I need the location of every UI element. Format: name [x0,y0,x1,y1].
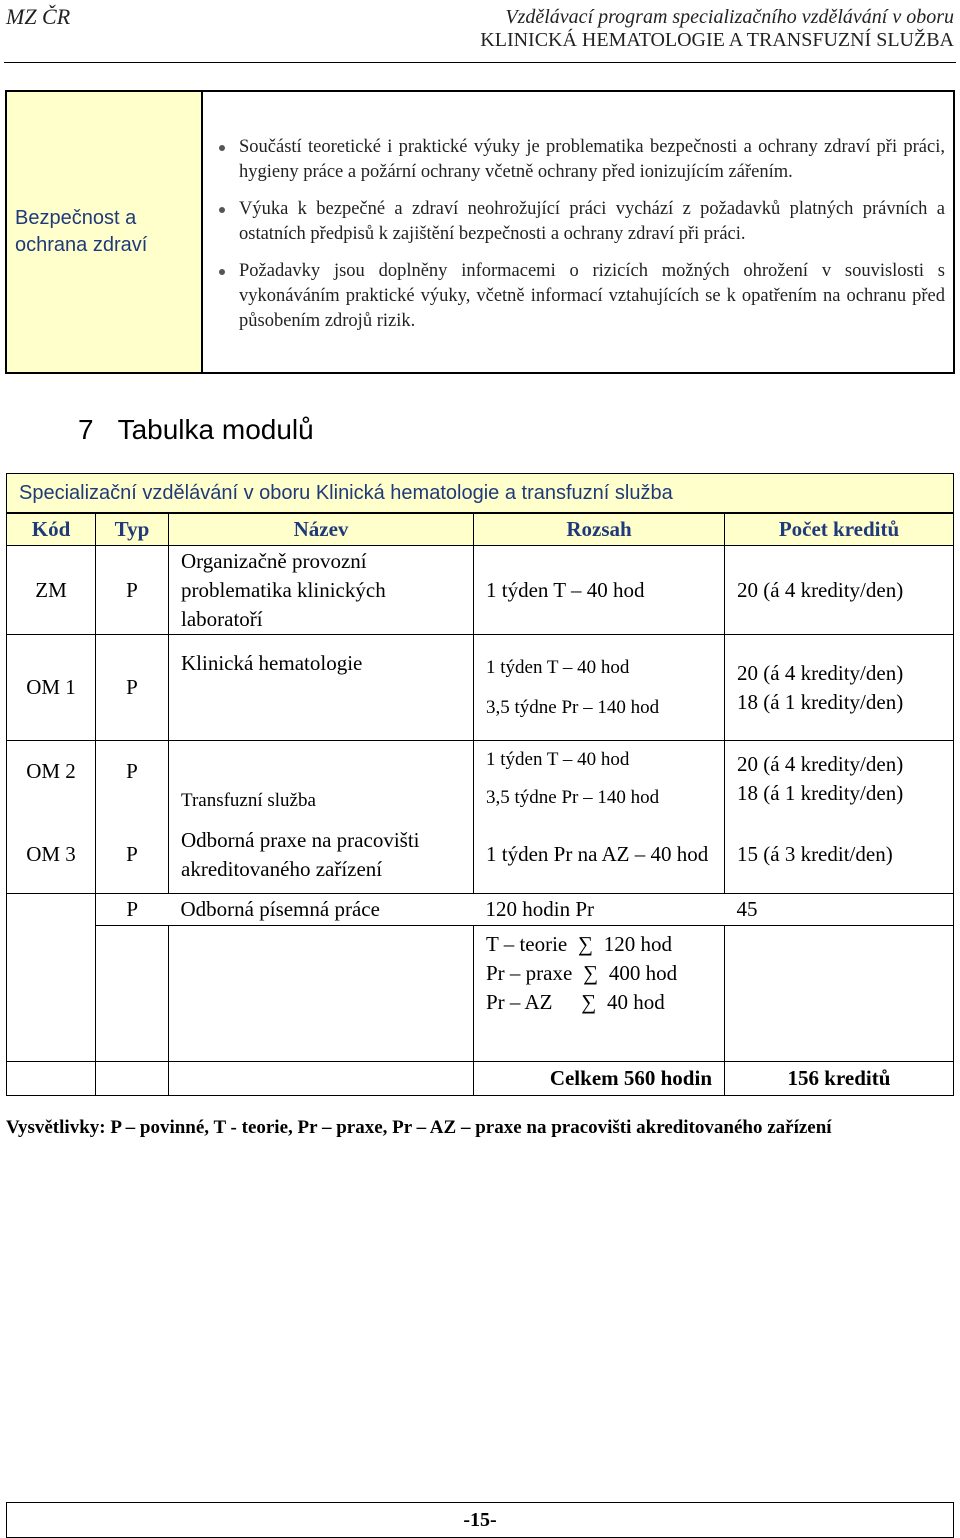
bullet-icon [219,207,225,213]
rozsah-line: 1 týden T – 40 hod [486,656,630,678]
legend-text: Vysvětlivky: P – povinné, T - teorie, Pr – praxe, Pr – AZ – praxe na pracovišti akreditovaného zařízení [6,1117,832,1138]
sum-label: Pr – praxe [486,960,573,985]
header-program-title: Vzdělávací program specializačního vzdělávání v oboru [505,6,954,28]
sum-icon: ∑ [578,931,593,956]
sum-label: T – teorie [486,931,568,956]
table-row-sums [7,925,954,1061]
section-title: Tabulka modulů [117,414,314,445]
table-header-row [7,514,954,546]
col-header-typ: Typ [96,514,169,546]
table-row-total [7,1061,954,1095]
cell-nazev: Organizačně provozní problematika klinických laboratoří [169,546,474,635]
table-row-om2 [7,741,954,818]
cell-rozsah: 1 týden T – 40 hod [474,546,725,635]
page-number: -15- [6,1502,954,1538]
sum-line [486,959,712,988]
cell-nazev: Odborná praxe na pracovišti akreditovaného zařízení [169,817,474,893]
cell-sums [474,925,725,1061]
cell-nazev: Transfuzní služba [169,741,474,818]
col-header-kod: Kód [7,514,96,546]
cell-kredity: 45 [725,893,954,925]
safety-bullet [217,197,945,247]
cell-typ: P [96,546,169,635]
cell-kredity: 15 (á 3 kredit/den) [725,817,954,893]
safety-bullet [217,135,945,185]
cell-total-hours: Celkem 560 hodin [474,1061,725,1095]
safety-bullet-text: Součástí teoretické i praktické výuky je problematika bezpečnosti a ochrany zdraví při práci, hygieny práce a požární ochrany včetně ochrany před ionizujícím zářením. [239,136,945,182]
cell-empty [169,925,474,1061]
cell-kredity: 20 (á 4 kredity/den) [725,546,954,635]
cell-total-credits: 156 kreditů [725,1061,954,1095]
cell-kredity [725,741,954,818]
rozsah-line: 3,5 týdne Pr – 140 hod [486,696,660,718]
cell-nazev: Odborná písemná práce [169,893,474,925]
sum-value: 400 hod [608,960,678,985]
kredity-line: 20 (á 4 kredity/den) [737,752,904,776]
cell-typ: P [96,741,169,818]
cell-kod: ZM [7,546,96,635]
cell-kredity [725,635,954,741]
sum-line [486,988,712,1017]
cell-kod: OM 2 [7,741,96,818]
table-row-om3 [7,817,954,893]
bullet-icon [219,269,225,275]
safety-table [5,90,955,374]
cell-empty [96,925,169,1061]
col-header-rozsah: Rozsah [474,514,725,546]
safety-bullet-text: Požadavky jsou doplněny informacemi o rizicích možných ohrožení v souvislosti s vykonáváním praktické výuky, včetně informací vztahujících se k opatřením na ochranu před působením zdrojů rizik. [239,260,945,331]
safety-bullet-list [217,135,945,334]
table-row-om1 [7,635,954,741]
cell-kod: OM 1 [7,635,96,741]
rozsah-line: 3,5 týdne Pr – 140 hod [486,787,660,808]
table-banner: Specializační vzdělávání v oboru Klinická hematologie a transfuzní služba [6,473,954,513]
sum-line [486,930,712,959]
header-right [480,6,954,52]
table-row-zm [7,546,954,635]
kredity-line: 20 (á 4 kredity/den) [737,660,904,685]
bullet-icon [219,145,225,151]
cell-rozsah: 120 hodin Pr [474,893,725,925]
cell-empty [96,1061,169,1095]
cell-typ: P [96,817,169,893]
section-heading [78,414,314,446]
cell-nazev: Klinická hematologie [169,635,474,741]
section-number: 7 [78,414,94,445]
safety-bullet-text: Výuka k bezpečné a zdraví neohrožující práci vychází z požadavků platných právních a ostatních předpisů k zajištění bezpečnosti a ochrany zdraví při práci. [239,198,945,244]
cell-empty [169,1061,474,1095]
kredity-line: 18 (á 1 kredity/den) [737,689,904,714]
cell-empty [7,1061,96,1095]
col-header-nazev: Název [169,514,474,546]
rozsah-line: 1 týden T – 40 hod [486,749,630,770]
kredity-line: 18 (á 1 kredity/den) [737,781,904,805]
col-header-kredity: Počet kreditů [725,514,954,546]
cell-empty [725,925,954,1061]
sum-icon: ∑ [581,989,597,1014]
cell-typ: P [96,893,169,925]
cell-rozsah [474,741,725,818]
safety-label: Bezpečnost a ochrana zdraví [6,91,202,373]
sum-label: Pr – AZ [486,989,553,1014]
table-row-thesis [7,893,954,925]
sum-value: 120 hod [603,931,673,956]
cell-kod: OM 3 [7,817,96,893]
safety-body [202,91,954,373]
header-left: MZ ČR [6,4,71,29]
sum-icon: ∑ [583,960,599,985]
cell-empty [7,925,96,1061]
cell-kod [7,893,96,925]
header-field-title: KLINICKÁ HEMATOLOGIE A TRANSFUZNÍ SLUŽBA [480,29,954,51]
cell-rozsah [474,635,725,741]
sum-value: 40 hod [607,989,665,1014]
modules-table [6,513,954,1096]
safety-bullet [217,259,945,334]
cell-rozsah: 1 týden Pr na AZ – 40 hod [474,817,725,893]
cell-typ: P [96,635,169,741]
header-divider [4,62,956,63]
